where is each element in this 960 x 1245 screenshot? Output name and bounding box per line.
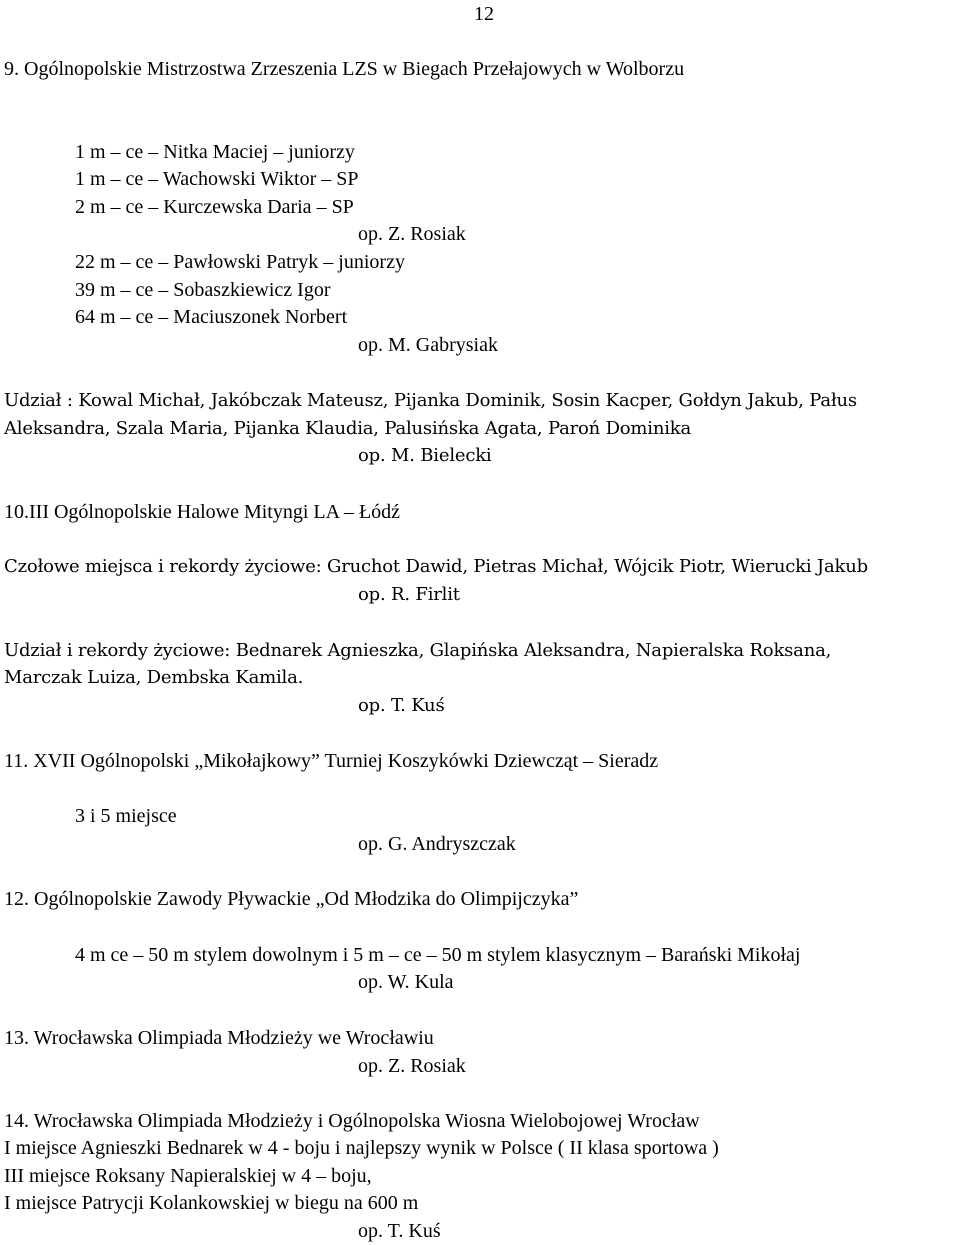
result-line: 1 m – ce – Nitka Maciej – juniorzy [75,141,355,163]
participants-line: Udział i rekordy życiowe: Bednarek Agnieszka, Glapińska Aleksandra, Napieralska Roksana, [4,640,832,661]
page-number: 12 [474,3,494,25]
coach-name: op. M. Bielecki [358,445,492,466]
coach-name: op. G. Andryszczak [358,833,516,855]
result-line: I miejsce Agnieszki Bednarek w 4 - boju i najlepszy wynik w Polsce ( II klasa sportowa ) [4,1137,719,1159]
result-line: 3 i 5 miejsce [75,805,177,827]
section-12-heading: 12. Ogólnopolskie Zawody Pływackie „Od Młodzika do Olimpijczyka” [4,888,579,910]
section-10-heading: 10.III Ogólnopolskie Halowe Mityngi LA – Łódź [4,501,401,523]
result-line: III miejsce Roksany Napieralskiej w 4 – boju, [4,1165,372,1187]
result-line: 2 m – ce – Kurczewska Daria – SP [75,196,354,218]
coach-name: op. T. Kuś [358,695,445,716]
result-line: 64 m – ce – Maciuszonek Norbert [75,306,348,328]
result-line: 4 m ce – 50 m stylem dowolnym i 5 m – ce – 50 m stylem klasycznym – Barański Mikołaj [75,944,801,966]
participants-line: Marczak Luiza, Dembska Kamila. [4,667,304,688]
participants-line: Udział : Kowal Michał, Jakóbczak Mateusz, Pijanka Dominik, Sosin Kacper, Gołdyn Jakub, Pałus [4,390,857,411]
coach-name: op. M. Gabrysiak [358,334,498,356]
section-13-heading: 13. Wrocławska Olimpiada Młodzieży we Wrocławiu [4,1027,434,1049]
result-line: 39 m – ce – Sobaszkiewicz Igor [75,279,331,301]
section-9-heading: 9. Ogólnopolskie Mistrzostwa Zrzeszenia LZS w Biegach Przełajowych w Wolborzu [4,58,685,80]
section-14-heading: 14. Wrocławska Olimpiada Młodzieży i Ogólnopolska Wiosna Wielobojowej Wrocław [4,1110,700,1132]
result-line: 1 m – ce – Wachowski Wiktor – SP [75,168,359,190]
participants-line: Aleksandra, Szala Maria, Pijanka Klaudia, Palusińska Agata, Paroń Dominika [4,418,692,439]
top-places-line: Czołowe miejsca i rekordy życiowe: Gruchot Dawid, Pietras Michał, Wójcik Piotr, Wierucki Jakub [4,556,868,577]
section-11-heading: 11. XVII Ogólnopolski „Mikołajkowy” Turniej Koszykówki Dziewcząt – Sieradz [4,750,659,772]
coach-name: op. Z. Rosiak [358,223,466,245]
result-line: 22 m – ce – Pawłowski Patryk – juniorzy [75,251,405,273]
coach-name: op. T. Kuś [358,1220,441,1242]
coach-name: op. W. Kula [358,971,454,993]
coach-name: op. R. Firlit [358,584,460,605]
result-line: I miejsce Patrycji Kolankowskiej w biegu na 600 m [4,1192,419,1214]
coach-name: op. Z. Rosiak [358,1055,466,1077]
